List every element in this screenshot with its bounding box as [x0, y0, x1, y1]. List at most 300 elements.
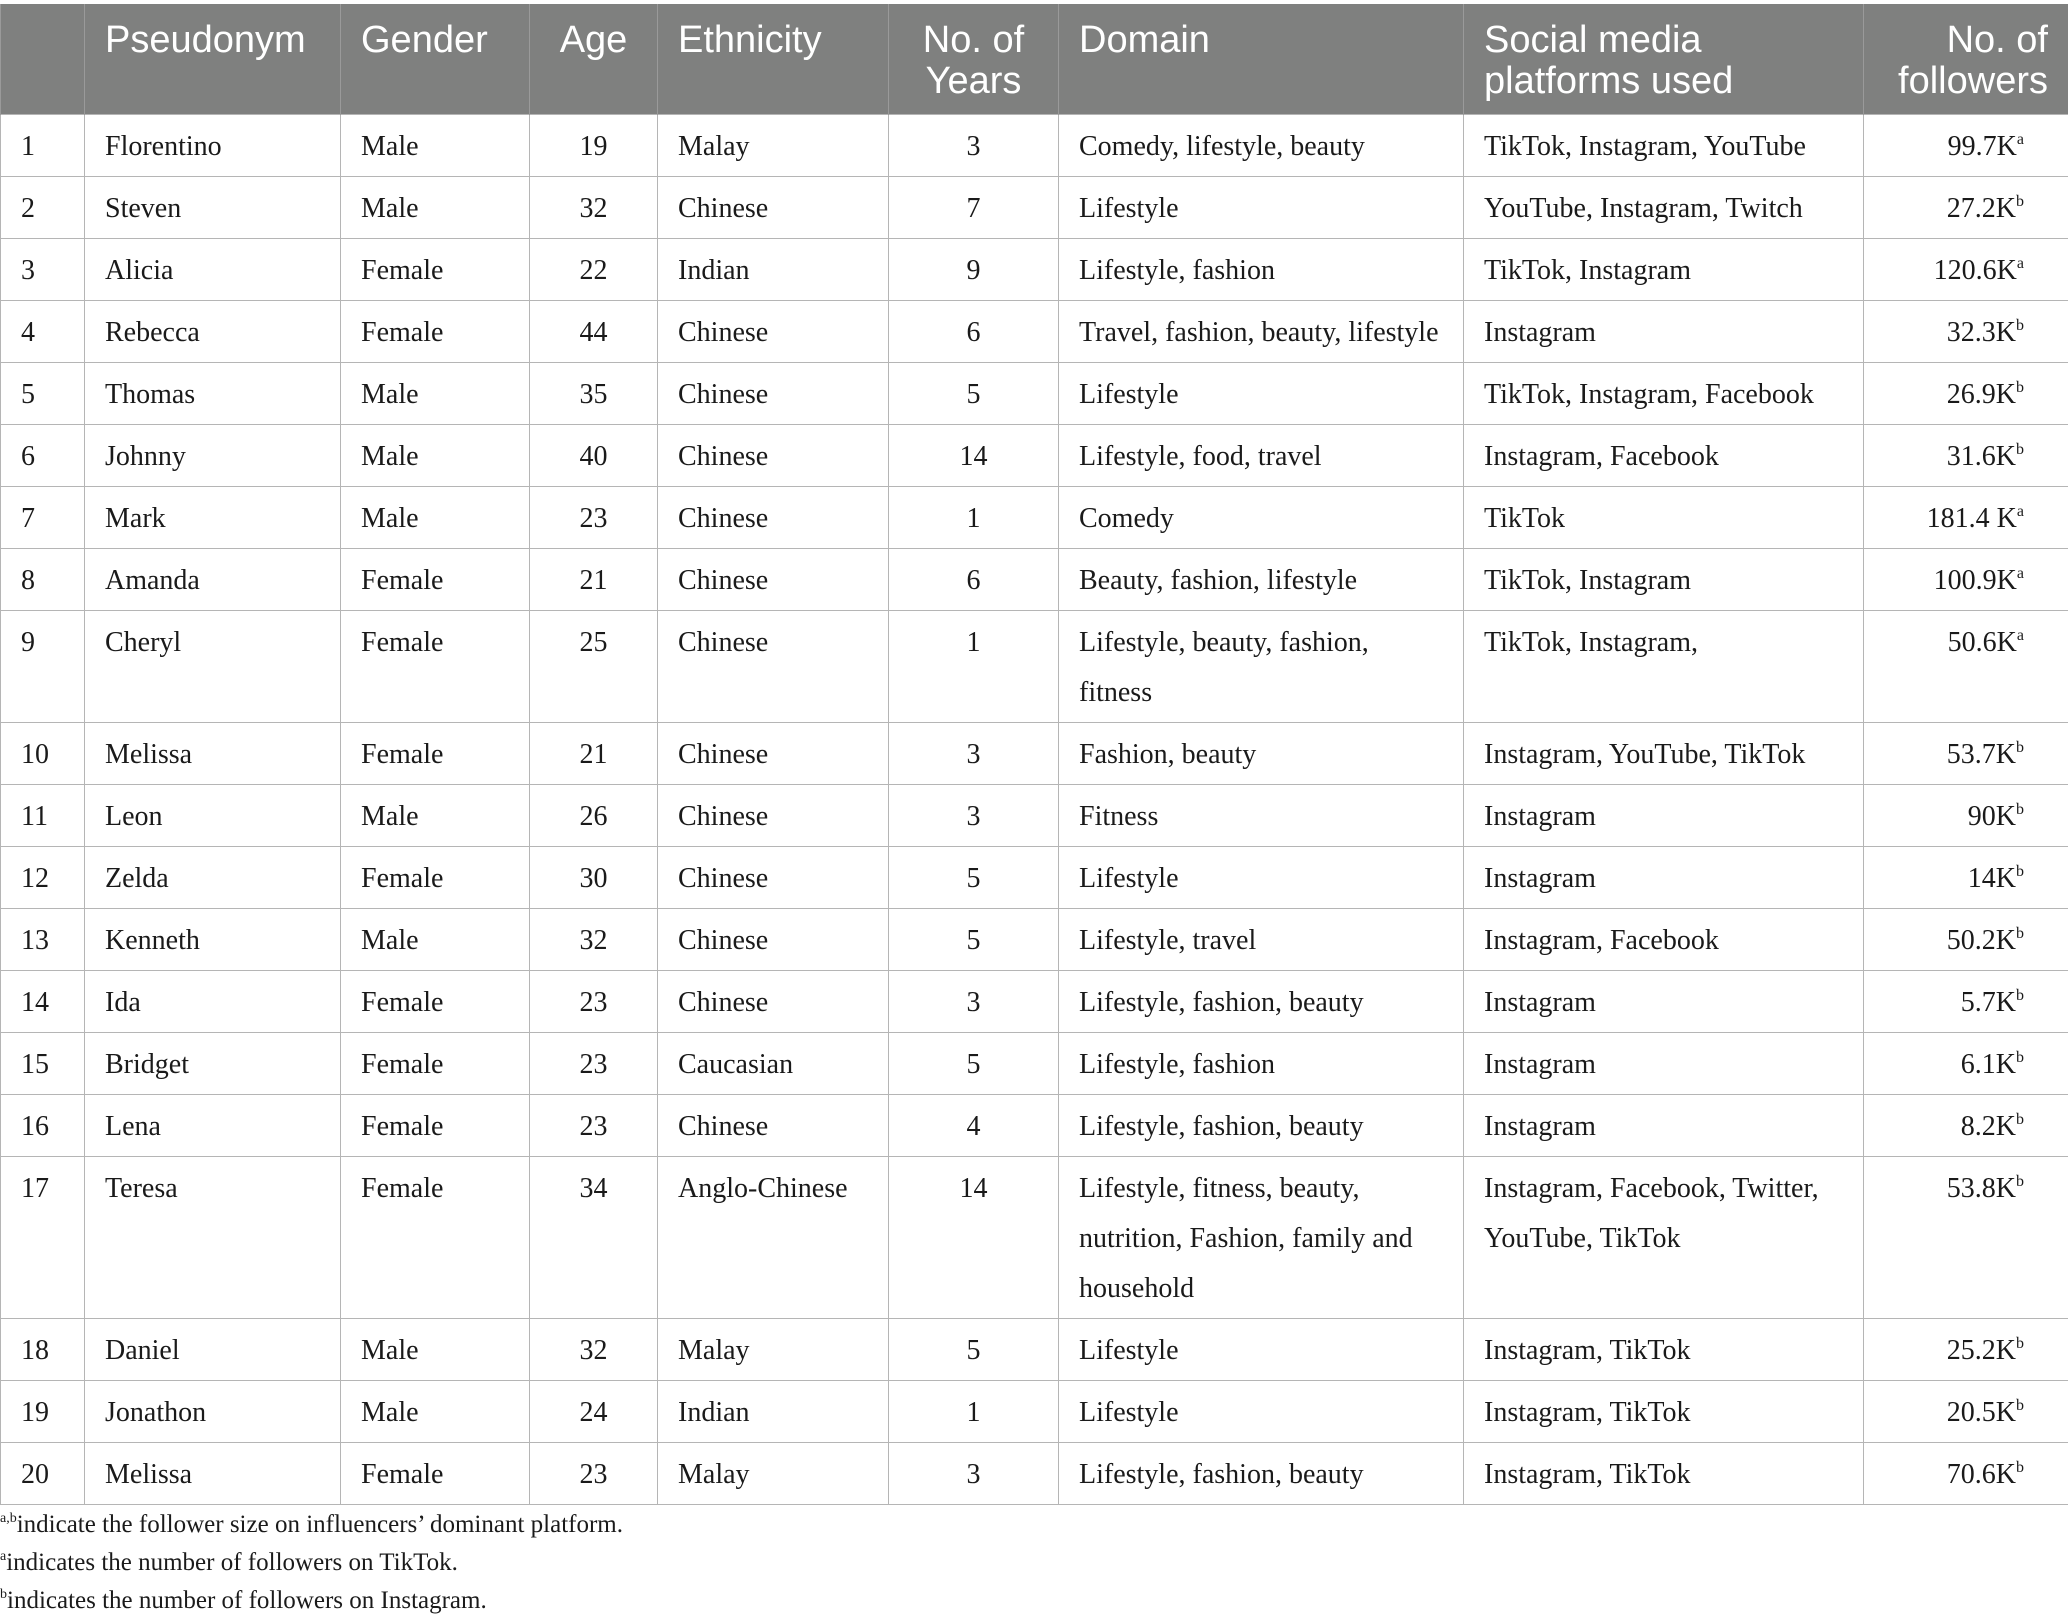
cell-age-text: 30: [580, 863, 608, 894]
cell-ethnicity: [658, 363, 889, 425]
influencer-table-container: [0, 4, 2068, 1505]
cell-num-text: 1: [21, 131, 35, 162]
cell-gender-text: Female: [361, 255, 443, 286]
cell-num: [1, 425, 85, 487]
cell-followers: [1864, 301, 2068, 363]
cell-pseudonym: [85, 785, 341, 847]
cell-domain-text: Lifestyle, travel: [1079, 925, 1256, 956]
table-row: [1, 1381, 2068, 1443]
cell-years-text: 5: [967, 925, 981, 956]
cell-domain-text: Lifestyle: [1079, 379, 1179, 410]
cell-ethnicity: [658, 1319, 889, 1381]
cell-gender-text: Female: [361, 317, 443, 348]
cell-years: [889, 1381, 1059, 1443]
footnote-mark: b: [2016, 317, 2024, 334]
cell-platforms-text: TikTok, Instagram,: [1484, 627, 1698, 658]
cell-followers: [1864, 847, 2068, 909]
cell-num: [1, 1443, 85, 1505]
cell-followers-text: 6.1K: [1961, 1049, 2016, 1080]
cell-num-text: 14: [21, 987, 49, 1018]
cell-years: [889, 611, 1059, 723]
cell-pseudonym: [85, 1381, 341, 1443]
cell-pseudonym: [85, 177, 341, 239]
cell-age: [530, 1319, 658, 1381]
cell-age: [530, 301, 658, 363]
cell-domain: [1059, 301, 1464, 363]
cell-pseudonym-text: Daniel: [105, 1335, 180, 1366]
cell-ethnicity: [658, 909, 889, 971]
cell-years: [889, 1095, 1059, 1157]
cell-num: [1, 723, 85, 785]
cell-domain: [1059, 363, 1464, 425]
cell-followers: [1864, 909, 2068, 971]
cell-num-text: 17: [21, 1173, 49, 1204]
cell-ethnicity-text: Chinese: [678, 739, 768, 770]
table-row: [1, 301, 2068, 363]
cell-num-text: 2: [21, 193, 35, 224]
cell-followers-text: 120.6K: [1934, 255, 2017, 286]
cell-gender: [341, 549, 530, 611]
cell-platforms: [1464, 971, 1864, 1033]
cell-pseudonym-text: Ida: [105, 987, 141, 1018]
cell-ethnicity-text: Chinese: [678, 1111, 768, 1142]
cell-age: [530, 239, 658, 301]
cell-num: [1, 909, 85, 971]
footnote-mark: b: [2016, 193, 2024, 210]
cell-ethnicity-text: Indian: [678, 255, 750, 286]
cell-gender-text: Male: [361, 1397, 419, 1428]
cell-years-text: 1: [967, 503, 981, 534]
cell-platforms: [1464, 1319, 1864, 1381]
cell-followers-text: 181.4 K: [1927, 503, 2017, 534]
cell-followers-text: 20.5K: [1947, 1397, 2016, 1428]
cell-ethnicity-text: Anglo-Chinese: [678, 1173, 848, 1204]
cell-ethnicity: [658, 1381, 889, 1443]
cell-gender: [341, 115, 530, 177]
cell-age-text: 23: [580, 1459, 608, 1490]
cell-domain-text: Fitness: [1079, 801, 1158, 832]
cell-ethnicity-text: Chinese: [678, 627, 768, 658]
cell-pseudonym: [85, 1033, 341, 1095]
cell-num-text: 11: [21, 801, 48, 832]
footnote-mark: b: [2016, 1049, 2024, 1066]
cell-followers-text: 14K: [1968, 863, 2016, 894]
cell-ethnicity-text: Chinese: [678, 503, 768, 534]
table-row: [1, 1033, 2068, 1095]
cell-pseudonym-text: Rebecca: [105, 317, 200, 348]
cell-domain-text: Beauty, fashion, lifestyle: [1079, 565, 1357, 596]
cell-pseudonym: [85, 909, 341, 971]
table-row: [1, 971, 2068, 1033]
cell-ethnicity: [658, 847, 889, 909]
cell-gender: [341, 301, 530, 363]
cell-domain: [1059, 115, 1464, 177]
cell-followers: [1864, 177, 2068, 239]
cell-platforms: [1464, 723, 1864, 785]
cell-followers: [1864, 1319, 2068, 1381]
cell-years: [889, 301, 1059, 363]
cell-platforms: [1464, 115, 1864, 177]
cell-years-text: 1: [967, 627, 981, 658]
cell-gender-text: Male: [361, 131, 419, 162]
cell-num: [1, 487, 85, 549]
footnote-mark: b: [2016, 987, 2024, 1004]
cell-platforms: [1464, 847, 1864, 909]
cell-platforms: [1464, 363, 1864, 425]
cell-followers: [1864, 1443, 2068, 1505]
cell-platforms-text: TikTok: [1484, 503, 1565, 534]
cell-gender-text: Female: [361, 739, 443, 770]
cell-years-text: 7: [967, 193, 981, 224]
cell-num: [1, 847, 85, 909]
footnote-mark: b: [2016, 739, 2024, 756]
cell-ethnicity-text: Caucasian: [678, 1049, 793, 1080]
cell-ethnicity-text: Malay: [678, 1459, 750, 1490]
cell-num-text: 19: [21, 1397, 49, 1428]
cell-num: [1, 177, 85, 239]
cell-domain: [1059, 487, 1464, 549]
cell-domain: [1059, 425, 1464, 487]
cell-pseudonym-text: Melissa: [105, 739, 192, 770]
cell-gender-text: Female: [361, 1111, 443, 1142]
cell-age-text: 22: [580, 255, 608, 286]
cell-ethnicity-text: Chinese: [678, 379, 768, 410]
cell-followers: [1864, 723, 2068, 785]
cell-num-text: 12: [21, 863, 49, 894]
cell-domain: [1059, 1443, 1464, 1505]
cell-gender-text: Female: [361, 565, 443, 596]
table-row: [1, 785, 2068, 847]
cell-followers-text: 31.6K: [1947, 441, 2016, 472]
cell-pseudonym-text: Mark: [105, 503, 166, 534]
cell-pseudonym: [85, 1095, 341, 1157]
cell-followers: [1864, 1157, 2068, 1319]
table-row: [1, 723, 2068, 785]
cell-platforms: [1464, 611, 1864, 723]
cell-age: [530, 487, 658, 549]
header-pseudonym: Pseudonym: [85, 4, 341, 115]
cell-ethnicity-text: Malay: [678, 1335, 750, 1366]
cell-age: [530, 1157, 658, 1319]
cell-ethnicity: [658, 723, 889, 785]
cell-num: [1, 785, 85, 847]
cell-followers: [1864, 1095, 2068, 1157]
cell-age-text: 23: [580, 503, 608, 534]
cell-age-text: 34: [580, 1173, 608, 1204]
cell-age-text: 26: [580, 801, 608, 832]
cell-ethnicity: [658, 301, 889, 363]
cell-domain-text: Comedy, lifestyle, beauty: [1079, 131, 1365, 162]
cell-ethnicity-text: Chinese: [678, 441, 768, 472]
cell-followers-text: 90K: [1968, 801, 2016, 832]
cell-ethnicity: [658, 425, 889, 487]
cell-gender-text: Female: [361, 863, 443, 894]
footnote-line-text: indicate the follower size on influencers’ dominant platform.: [17, 1511, 623, 1538]
cell-ethnicity: [658, 177, 889, 239]
footnote-mark: b: [2016, 863, 2024, 880]
cell-followers: [1864, 425, 2068, 487]
cell-years-text: 1: [967, 1397, 981, 1428]
cell-ethnicity: [658, 549, 889, 611]
cell-platforms: [1464, 1033, 1864, 1095]
cell-pseudonym-text: Johnny: [105, 441, 186, 472]
cell-gender-text: Female: [361, 987, 443, 1018]
cell-domain-text: Lifestyle: [1079, 1397, 1179, 1428]
cell-age-text: 23: [580, 1049, 608, 1080]
cell-pseudonym: [85, 301, 341, 363]
cell-pseudonym-text: Teresa: [105, 1173, 178, 1204]
cell-num-text: 4: [21, 317, 35, 348]
cell-num: [1, 115, 85, 177]
cell-followers: [1864, 611, 2068, 723]
cell-platforms: [1464, 301, 1864, 363]
cell-domain: [1059, 723, 1464, 785]
cell-years-text: 3: [967, 739, 981, 770]
cell-age-text: 19: [580, 131, 608, 162]
cell-num-text: 7: [21, 503, 35, 534]
cell-platforms: [1464, 487, 1864, 549]
table-row: [1, 425, 2068, 487]
cell-platforms-text: Instagram, Facebook: [1484, 925, 1719, 956]
cell-followers-text: 50.2K: [1947, 925, 2016, 956]
cell-num-text: 15: [21, 1049, 49, 1080]
cell-years: [889, 487, 1059, 549]
cell-age: [530, 115, 658, 177]
cell-domain: [1059, 549, 1464, 611]
cell-years-text: 5: [967, 1335, 981, 1366]
cell-platforms: [1464, 1381, 1864, 1443]
header-domain: Domain: [1059, 4, 1464, 115]
cell-domain-text: Lifestyle, fashion: [1079, 255, 1275, 286]
footnote-mark: a: [2017, 565, 2024, 582]
cell-pseudonym-text: Thomas: [105, 379, 195, 410]
cell-num: [1, 549, 85, 611]
cell-pseudonym-text: Cheryl: [105, 627, 181, 658]
cell-pseudonym: [85, 1319, 341, 1381]
cell-age-text: 23: [580, 987, 608, 1018]
table-row: [1, 1443, 2068, 1505]
header-platforms-line1: Social media: [1484, 19, 1702, 61]
table-row: [1, 1095, 2068, 1157]
cell-gender-text: Male: [361, 1335, 419, 1366]
cell-ethnicity: [658, 1443, 889, 1505]
cell-ethnicity-text: Chinese: [678, 925, 768, 956]
footnote-mark: b: [2016, 1459, 2024, 1476]
cell-years-text: 6: [967, 565, 981, 596]
cell-num: [1, 239, 85, 301]
cell-num: [1, 1033, 85, 1095]
cell-gender: [341, 723, 530, 785]
cell-pseudonym: [85, 611, 341, 723]
cell-pseudonym: [85, 487, 341, 549]
cell-platforms: [1464, 239, 1864, 301]
footnote-mark: b: [2016, 1173, 2024, 1190]
cell-domain-text: Lifestyle, beauty, fashion, fitness: [1079, 627, 1369, 708]
header-followers: [1864, 4, 2068, 115]
cell-pseudonym-text: Lena: [105, 1111, 161, 1142]
cell-followers-text: 32.3K: [1947, 317, 2016, 348]
cell-num-text: 9: [21, 627, 35, 658]
cell-ethnicity-text: Malay: [678, 131, 750, 162]
footnote-mark: a: [2017, 503, 2024, 520]
header-age: Age: [530, 4, 658, 115]
cell-pseudonym-text: Steven: [105, 193, 181, 224]
cell-age: [530, 363, 658, 425]
cell-domain-text: Comedy: [1079, 503, 1174, 534]
cell-gender-text: Male: [361, 503, 419, 534]
cell-age: [530, 785, 658, 847]
cell-gender: [341, 1319, 530, 1381]
cell-pseudonym: [85, 115, 341, 177]
cell-platforms: [1464, 909, 1864, 971]
header-gender: Gender: [341, 4, 530, 115]
cell-years-text: 3: [967, 987, 981, 1018]
cell-num-text: 6: [21, 441, 35, 472]
cell-followers-text: 26.9K: [1947, 379, 2016, 410]
cell-followers-text: 5.7K: [1961, 987, 2016, 1018]
cell-followers: [1864, 549, 2068, 611]
cell-years-text: 4: [967, 1111, 981, 1142]
cell-num: [1, 1319, 85, 1381]
cell-pseudonym: [85, 1157, 341, 1319]
cell-followers: [1864, 363, 2068, 425]
cell-age-text: 44: [580, 317, 608, 348]
cell-ethnicity: [658, 785, 889, 847]
cell-years-text: 5: [967, 863, 981, 894]
cell-ethnicity-text: Chinese: [678, 317, 768, 348]
table-row: [1, 847, 2068, 909]
cell-age: [530, 611, 658, 723]
cell-domain: [1059, 971, 1464, 1033]
footnote-mark: b: [2016, 925, 2024, 942]
footnote-mark: a: [2017, 627, 2024, 644]
footnote-line-mark: b: [0, 1587, 7, 1602]
footnote-line-text: indicates the number of followers on TikTok.: [6, 1549, 458, 1576]
cell-years: [889, 723, 1059, 785]
cell-gender: [341, 425, 530, 487]
table-row: [1, 239, 2068, 301]
cell-years: [889, 177, 1059, 239]
cell-ethnicity: [658, 611, 889, 723]
cell-gender: [341, 1381, 530, 1443]
cell-ethnicity: [658, 487, 889, 549]
cell-domain: [1059, 847, 1464, 909]
cell-years: [889, 549, 1059, 611]
cell-platforms-text: Instagram, TikTok: [1484, 1459, 1691, 1490]
cell-domain: [1059, 611, 1464, 723]
cell-pseudonym-text: Kenneth: [105, 925, 200, 956]
cell-followers: [1864, 1033, 2068, 1095]
cell-domain-text: Lifestyle, food, travel: [1079, 441, 1322, 472]
cell-num: [1, 611, 85, 723]
cell-pseudonym-text: Leon: [105, 801, 163, 832]
table-row: [1, 1319, 2068, 1381]
cell-years: [889, 1443, 1059, 1505]
cell-years: [889, 1319, 1059, 1381]
cell-age: [530, 425, 658, 487]
cell-pseudonym: [85, 239, 341, 301]
cell-gender: [341, 239, 530, 301]
table-row: [1, 363, 2068, 425]
cell-years-text: 3: [967, 1459, 981, 1490]
cell-gender: [341, 1443, 530, 1505]
header-platforms: [1464, 4, 1864, 115]
table-row: [1, 115, 2068, 177]
cell-pseudonym: [85, 971, 341, 1033]
cell-domain-text: Lifestyle, fashion, beauty: [1079, 1459, 1364, 1490]
cell-num: [1, 971, 85, 1033]
cell-ethnicity: [658, 971, 889, 1033]
header-years: [889, 4, 1059, 115]
cell-domain-text: Lifestyle, fashion: [1079, 1049, 1275, 1080]
cell-domain: [1059, 239, 1464, 301]
cell-followers-text: 70.6K: [1947, 1459, 2016, 1490]
cell-num-text: 3: [21, 255, 35, 286]
cell-years: [889, 363, 1059, 425]
cell-num-text: 13: [21, 925, 49, 956]
cell-followers-text: 100.9K: [1934, 565, 2017, 596]
footnote-mark: b: [2016, 379, 2024, 396]
cell-age-text: 35: [580, 379, 608, 410]
cell-pseudonym-text: Melissa: [105, 1459, 192, 1490]
cell-gender: [341, 611, 530, 723]
table-row: [1, 177, 2068, 239]
cell-gender: [341, 487, 530, 549]
cell-years: [889, 1157, 1059, 1319]
cell-followers-text: 99.7K: [1948, 131, 2017, 162]
cell-years-text: 5: [967, 1049, 981, 1080]
table-row: [1, 487, 2068, 549]
cell-years-text: 14: [960, 441, 988, 472]
footnote-line: [0, 1506, 623, 1544]
header-followers-line2: followers: [1898, 60, 2048, 102]
cell-platforms-text: TikTok, Instagram: [1484, 255, 1691, 286]
header-ethnicity: Ethnicity: [658, 4, 889, 115]
footnote-mark: b: [2016, 1397, 2024, 1414]
table-footnotes: [0, 1506, 623, 1620]
header-num: [1, 4, 85, 115]
cell-domain-text: Fashion, beauty: [1079, 739, 1256, 770]
cell-platforms: [1464, 785, 1864, 847]
cell-gender: [341, 1095, 530, 1157]
cell-ethnicity-text: Chinese: [678, 863, 768, 894]
cell-ethnicity-text: Chinese: [678, 801, 768, 832]
header-followers-line1: No. of: [1947, 19, 2048, 61]
footnote-mark: a: [2017, 255, 2024, 272]
cell-gender-text: Female: [361, 627, 443, 658]
cell-years-text: 3: [967, 801, 981, 832]
cell-years-text: 5: [967, 379, 981, 410]
cell-followers: [1864, 239, 2068, 301]
cell-pseudonym: [85, 425, 341, 487]
cell-years: [889, 115, 1059, 177]
cell-pseudonym: [85, 1443, 341, 1505]
cell-platforms-text: TikTok, Instagram: [1484, 565, 1691, 596]
cell-pseudonym: [85, 847, 341, 909]
cell-platforms: [1464, 425, 1864, 487]
footnote-mark: b: [2016, 801, 2024, 818]
footnote-line: [0, 1544, 623, 1582]
cell-ethnicity-text: Chinese: [678, 565, 768, 596]
cell-gender-text: Male: [361, 441, 419, 472]
cell-num: [1, 1095, 85, 1157]
cell-gender: [341, 971, 530, 1033]
cell-platforms: [1464, 1095, 1864, 1157]
cell-age-text: 32: [580, 193, 608, 224]
cell-age: [530, 1443, 658, 1505]
cell-age-text: 21: [580, 739, 608, 770]
cell-num-text: 20: [21, 1459, 49, 1490]
